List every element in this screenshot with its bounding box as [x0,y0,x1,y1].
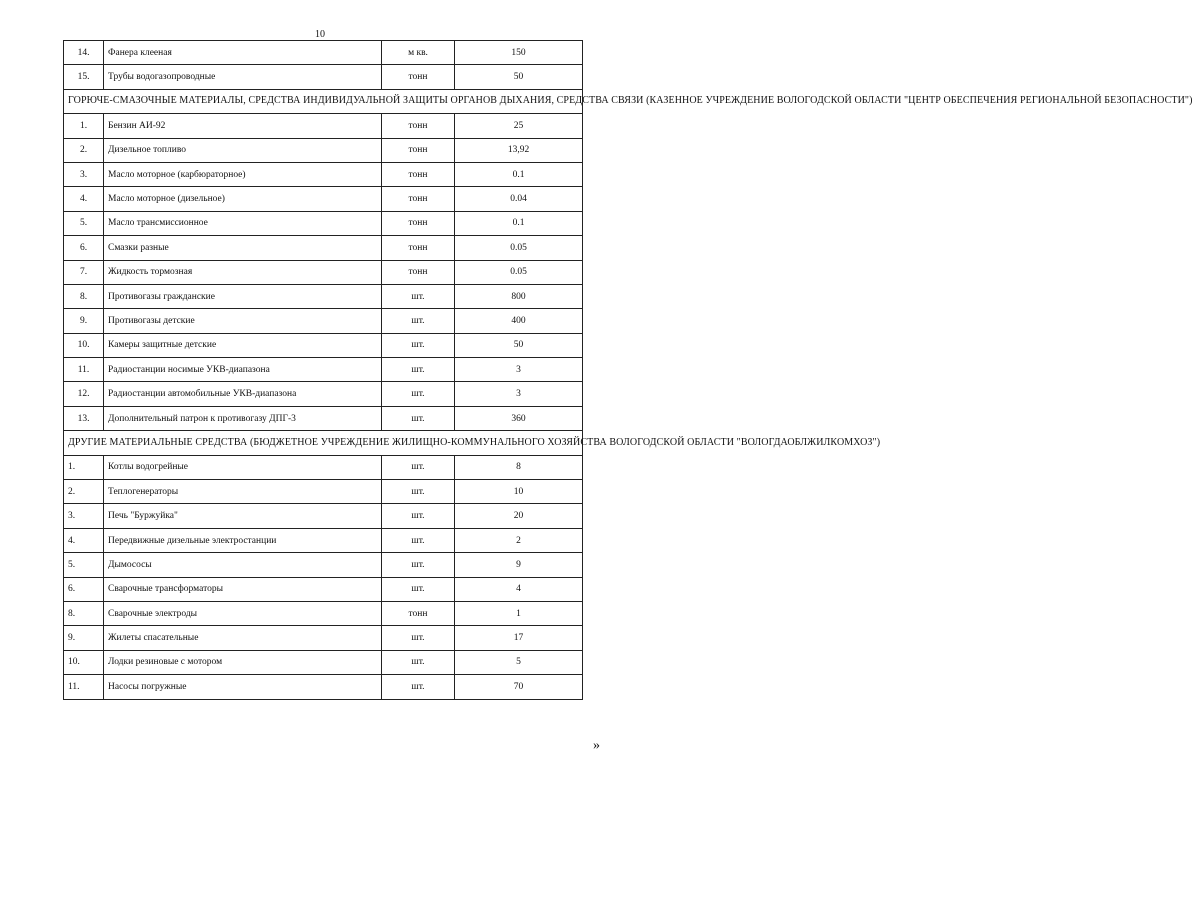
quantity: 25 [455,114,583,138]
item-name: Котлы водогрейные [104,455,382,479]
table-row [64,114,583,138]
table-row [64,284,583,308]
quantity: 0.1 [455,162,583,186]
unit-of-measure: тонн [382,187,455,211]
quantity: 800 [455,284,583,308]
row-number: 8. [64,601,104,625]
table-row [64,211,583,235]
quantity: 400 [455,309,583,333]
unit-of-measure: шт. [382,504,455,528]
row-number: 5. [64,553,104,577]
quantity: 9 [455,553,583,577]
page-number: 10 [315,29,325,40]
item-name: Противогазы гражданские [104,284,382,308]
table-row [64,601,583,625]
section-header-row [64,89,583,113]
unit-of-measure: шт. [382,406,455,430]
row-number: 11. [64,358,104,382]
item-name: Дизельное топливо [104,138,382,162]
quantity: 0.05 [455,236,583,260]
row-number: 15. [64,65,104,89]
item-name: Дымососы [104,553,382,577]
item-name: Камеры защитные детские [104,333,382,357]
table-row [64,358,583,382]
quantity: 3 [455,382,583,406]
quantity: 4 [455,577,583,601]
quantity: 0.1 [455,211,583,235]
section-header-row [64,431,583,455]
item-name: Передвижные дизельные электростанции [104,528,382,552]
item-name: Масло трансмиссионное [104,211,382,235]
unit-of-measure: тонн [382,138,455,162]
table-row [64,187,583,211]
item-name: Лодки резиновые с мотором [104,650,382,674]
row-number: 12. [64,382,104,406]
item-name: Противогазы детские [104,309,382,333]
quantity: 8 [455,455,583,479]
item-name: Радиостанции автомобильные УКВ-диапазона [104,382,382,406]
item-name: Насосы погружные [104,675,382,699]
table-row [64,626,583,650]
table-row [64,162,583,186]
item-name: Сварочные трансформаторы [104,577,382,601]
table-row [64,138,583,162]
unit-of-measure: шт. [382,333,455,357]
quantity: 2 [455,528,583,552]
unit-of-measure: шт. [382,553,455,577]
quantity: 360 [455,406,583,430]
quantity: 150 [455,41,583,65]
table-row [64,650,583,674]
item-name: Жидкость тормозная [104,260,382,284]
row-number: 4. [64,187,104,211]
quantity: 10 [455,480,583,504]
table-row [64,382,583,406]
row-number: 9. [64,626,104,650]
item-name: Бензин АИ-92 [104,114,382,138]
item-name: Фанера клееная [104,41,382,65]
row-number: 2. [64,480,104,504]
item-name: Сварочные электроды [104,601,382,625]
quantity: 50 [455,65,583,89]
table-row [64,309,583,333]
quantity: 3 [455,358,583,382]
unit-of-measure: шт. [382,455,455,479]
quantity: 1 [455,601,583,625]
materials-table [63,40,1193,700]
table-row [64,41,583,65]
unit-of-measure: тонн [382,601,455,625]
item-name: Жилеты спасательные [104,626,382,650]
item-name: Дополнительный патрон к противогазу ДПГ-3 [104,406,382,430]
quantity: 5 [455,650,583,674]
quantity: 20 [455,504,583,528]
unit-of-measure: шт. [382,528,455,552]
table-row [64,504,583,528]
unit-of-measure: тонн [382,211,455,235]
quantity: 70 [455,675,583,699]
item-name: Радиостанции носимые УКВ-диапазона [104,358,382,382]
row-number: 6. [64,236,104,260]
table-row [64,675,583,699]
unit-of-measure: шт. [382,309,455,333]
table-row [64,260,583,284]
unit-of-measure: шт. [382,675,455,699]
row-number: 13. [64,406,104,430]
unit-of-measure: тонн [382,236,455,260]
row-number: 1. [64,455,104,479]
quantity: 13,92 [455,138,583,162]
quantity: 50 [455,333,583,357]
closing-quote: » [593,738,600,753]
item-name: Смазки разные [104,236,382,260]
unit-of-measure: м кв. [382,41,455,65]
unit-of-measure: шт. [382,480,455,504]
table-row [64,65,583,89]
row-number: 11. [64,675,104,699]
item-name: Печь "Буржуйка" [104,504,382,528]
row-number: 10. [64,650,104,674]
row-number: 4. [64,528,104,552]
unit-of-measure: тонн [382,114,455,138]
table-row [64,406,583,430]
section-title: ГОРЮЧЕ-СМАЗОЧНЫЕ МАТЕРИАЛЫ, СРЕДСТВА ИНДИВИДУАЛЬНОЙ ЗАЩИТЫ ОРГАНОВ ДЫХАНИЯ, СРЕДСТВА СВЯЗИ (КАЗЕННОЕ УЧРЕЖДЕНИЕ ВОЛОГОДСКОЙ ОБЛАСТИ "ЦЕНТР ОБЕСПЕЧЕНИЯ РЕГИОНАЛЬНОЙ БЕЗОПАСНОСТИ") [64,89,583,113]
unit-of-measure: тонн [382,65,455,89]
unit-of-measure: шт. [382,358,455,382]
row-number: 1. [64,114,104,138]
row-number: 5. [64,211,104,235]
quantity: 0.05 [455,260,583,284]
section-title: ДРУГИЕ МАТЕРИАЛЬНЫЕ СРЕДСТВА (БЮДЖЕТНОЕ УЧРЕЖДЕНИЕ ЖИЛИЩНО-КОММУНАЛЬНОГО ХОЗЯЙСТВА ВОЛОГОДСКОЙ ОБЛАСТИ "ВОЛОГДАОБЛЖИЛКОМХОЗ") [64,431,583,455]
materials-table-body [64,41,1193,700]
table-row [64,553,583,577]
unit-of-measure: шт. [382,626,455,650]
row-number: 14. [64,41,104,65]
unit-of-measure: шт. [382,284,455,308]
unit-of-measure: шт. [382,650,455,674]
unit-of-measure: шт. [382,577,455,601]
unit-of-measure: шт. [382,382,455,406]
row-number: 6. [64,577,104,601]
quantity: 17 [455,626,583,650]
row-number: 3. [64,504,104,528]
row-number: 10. [64,333,104,357]
row-number: 7. [64,260,104,284]
table-row [64,480,583,504]
table-row [64,455,583,479]
row-number: 8. [64,284,104,308]
unit-of-measure: тонн [382,260,455,284]
item-name: Трубы водогазопроводные [104,65,382,89]
item-name: Масло моторное (карбюраторное) [104,162,382,186]
table-row [64,333,583,357]
table-row [64,528,583,552]
unit-of-measure: тонн [382,162,455,186]
quantity: 0.04 [455,187,583,211]
row-number: 9. [64,309,104,333]
item-name: Теплогенераторы [104,480,382,504]
table-row [64,577,583,601]
item-name: Масло моторное (дизельное) [104,187,382,211]
row-number: 2. [64,138,104,162]
row-number: 3. [64,162,104,186]
table-row [64,236,583,260]
